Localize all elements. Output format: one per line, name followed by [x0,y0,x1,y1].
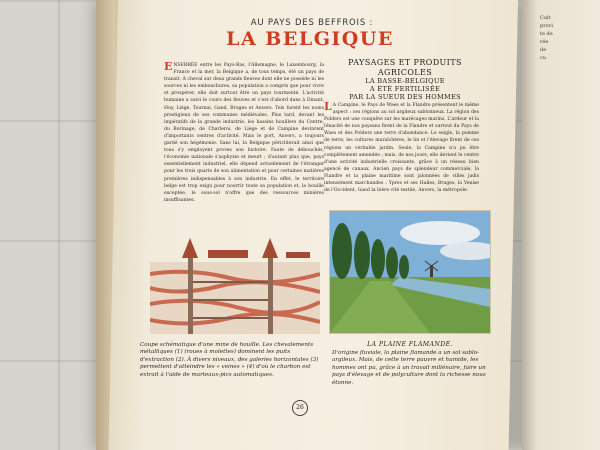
heading-line-1: PAYSAGES ET PRODUITS [348,58,462,67]
page-kicker: AU PAYS DES BEFFROIS : [250,18,374,28]
right-page-text: Cult provi te de rée de cu [540,15,554,61]
right-column-subheading [330,78,480,101]
mine-headframes [182,238,310,258]
right-facing-page [522,0,600,450]
right-body: A Campine, le Pays de Waes et la Flandre présentent le même aspect : ces régions au sol argileux sablonneux. La région des Polders est une conquête sur les marécages marins. L'ardeur et la ténacité de nos paysans firent de la Flandre et surtout du Pays de Waes et des Polders une terre d'abondance. Le seigle, la pomme de terre, les cultures maraîchères, le lin et l'élevage firent de ces régions un véritable jardin. Seule, la Campine n'a pu être complètement amendée ; mais, de nos jours, elle devient le centre d'une activité industrielle croissante, grâce à un réseau bien agencé de canaux. Ancien pays de splendeur commerciale, la Flandre et la plaine maritime sont jalonnées de villes jadis intensément marchandes : Ypres et ses Halles, Bruges, la Venise de l'Occident, Gand la bière cité textile, Anvers, la métropole. [324,103,479,194]
photo-caption: D'origine fluviale, la plaine flamande a un sol sablo-argileux. Mais, de cette terre pauvre et humide, les hommes ont pu, grâce à un travail millénaire, faire un pays d'élevage et de polyculture dont la richesse nous étonne. [332,350,486,386]
heading-line-2: AGRICOLES [377,67,433,77]
coal-mine-diagram [150,234,320,334]
right-column-text [324,102,479,194]
left-dropcap: E [164,60,173,73]
sub-line-1: LA BASSE-BELGIQUE [365,77,445,85]
photo-caption-title: LA PLAINE FLAMANDE. [367,341,453,348]
right-column-heading [330,58,480,77]
left-column-text [164,62,324,204]
sub-line-2: A ÉTÉ FERTILISÉE [369,84,441,93]
sub-line-3: PAR LA SUEUR DES HOMMES [349,92,461,101]
left-body: NSERRÉE entre les Pays-Bas, l'Allemagne, le Luxembourg, la France et la mer, la Belgique a, de tous temps, été un pays de transit. À cheval sur deux grands fleuves dont elle ne possède ni les sources ni les embouchures, sa population a compris que pour vivre et prospérer, elle doit surtout être un pays tourmenté. L'activité humaine a suivi le cours des fleuves et c'est d'abord dans à Dinant, Huy, Liège, Tournai, Gand, Bruges et Anvers. Tels furent les noms prestigieux de ses communes médiévales. Plus tard, devant les impératifs de la grande industrie, les bassins houillers du Centre, du Borinage, de Charleroi, de Liège et de Campine devinrent d'importants centres d'activité. Mais le port, Anvers, a toujours gardé son hégémonie. Sans lui, la Belgique péricliterait ainsi que tous s'y employent proves son histoire. Faute de débouchés, l'économie nationale s'asphyxie et meurt ; d'autant plus que, pays essentiellement industriel, elle dépend actuellement de l'étranger pour les trois quarts de son alimentation et pour certaines matières premières indispensables à son industrie. En effet, le territoire belge est trop exigu pour nourrir toute sa population et, la houille exceptée, le sous-sol n'offre que des ressources minières insuffisantes. [164,63,324,203]
page-number: 26 [292,400,308,416]
photo-cloud [400,221,480,245]
right-dropcap: L [324,100,332,113]
mine-caption: Coupe schématique d'une mine de houille. Les chevalements métalliques (1) (roues à molettes) dominent les puits d'extraction (2). À divers niveaux, des galeries horizontales (3) permettent d'atteindre les « veines » (4) d'où le charbon est extrait à l'aide de marteaux-pics automatiques. [140,342,319,378]
flemish-plain-photo [329,210,491,334]
page-title: LA BELGIQUE [226,28,394,50]
